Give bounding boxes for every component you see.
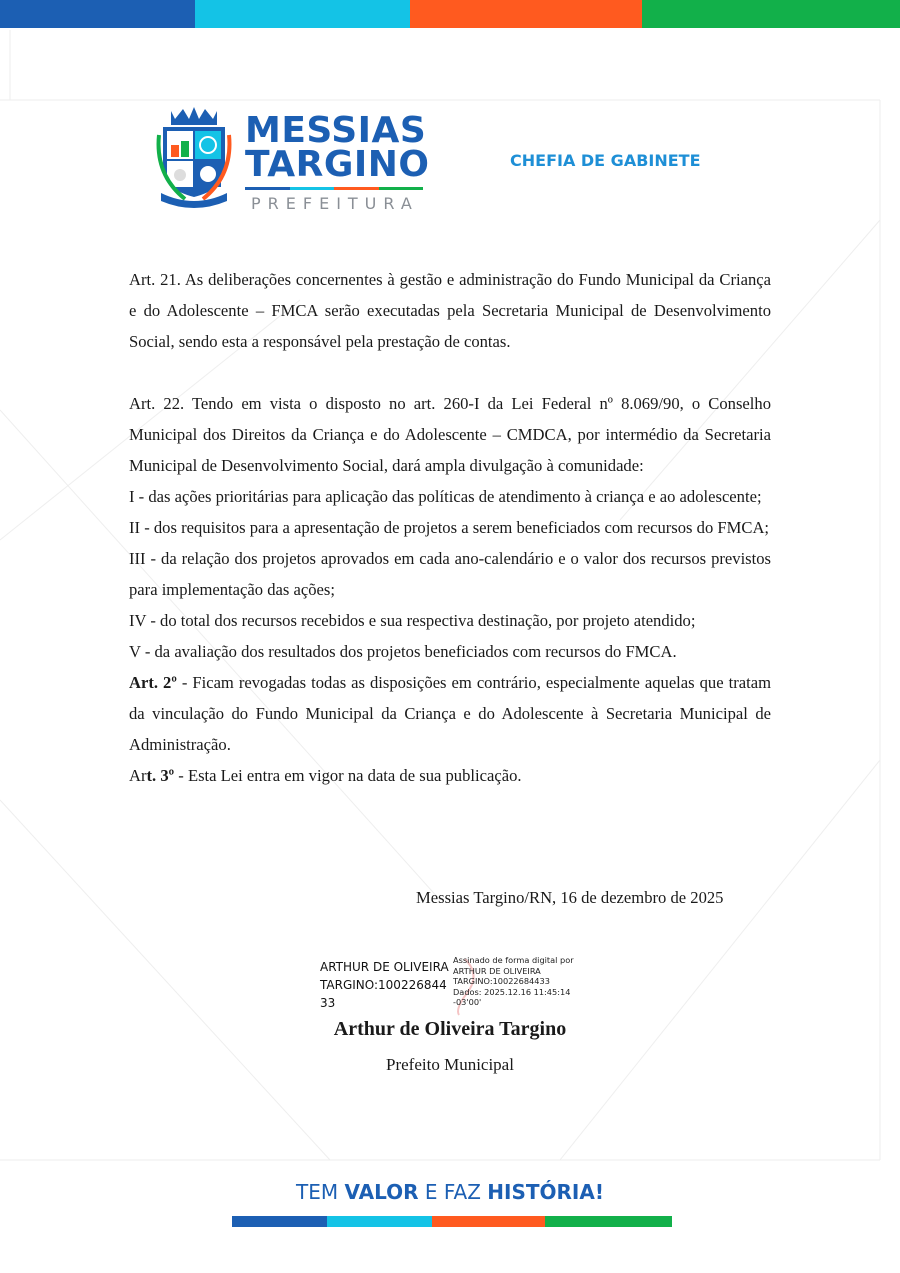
article-21: Art. 21. As deliberações concernentes à gestão e administração do Fundo Municipal da Criança e do Adolescente – FMCA serão executadas pela Secretaria Municipal de Desenvolvimento Social, sendo esta a responsável pela prestação de contas. <box>129 270 771 351</box>
signature-details: Assinado de forma digital por ARTHUR DE OLIVEIRA TARGINO:10022684433 Dados: 2025.12.16 11:45:14 -03'00' <box>453 955 574 1007</box>
digital-signature-stamp <box>320 955 620 1017</box>
article-2 <box>129 667 771 760</box>
document-body <box>129 264 771 791</box>
letterhead <box>0 100 900 220</box>
article-22: Art. 22. Tendo em vista o disposto no art. 260-I da Lei Federal nº 8.069/90, o Conselho Municipal dos Direitos da Criança e do Adolescente – CMDCA, por intermédio da Secretaria Municipal de Desenvolvimento Social, dará ampla divulgação à comunidade: <box>129 394 771 475</box>
article-3-text: - Esta Lei entra em vigor na data de sua publicação. <box>174 766 522 785</box>
brand-color-rule <box>245 187 423 190</box>
article-2-label: Art. 2º <box>129 673 177 692</box>
list-item: V - da avaliação dos resultados dos projetos beneficiados com recursos do FMCA. <box>129 642 677 661</box>
bottom-color-bar <box>232 1216 672 1227</box>
list-item: IV - do total dos recursos recebidos e sua respectiva destinação, por projeto atendido; <box>129 611 696 630</box>
signer-role: Prefeito Municipal <box>386 1055 514 1074</box>
department-title: CHEFIA DE GABINETE <box>510 151 701 170</box>
brand-subtitle: PREFEITURA <box>251 194 419 213</box>
article-3 <box>129 760 771 791</box>
date-line: Messias Targino/RN, 16 de dezembro de 2025 <box>416 888 724 907</box>
bottom-bar-blue <box>232 1216 327 1227</box>
top-bar-orange <box>410 0 642 28</box>
top-bar-green <box>642 0 900 28</box>
bottom-bar-green <box>545 1216 672 1227</box>
list-item: II - dos requisitos para a apresentação de projetos a serem beneficiados com recursos do FMCA; <box>129 518 770 537</box>
brand-logo <box>245 110 430 213</box>
coat-of-arms-icon <box>155 105 233 209</box>
article-2-text: - Ficam revogadas todas as disposições em contrário, especialmente aquelas que tratam da vinculação do Fundo Municipal da Criança e do Adolescente à Secretaria Municipal de Administração. <box>129 673 771 754</box>
footer-slogan: TEM VALOR E FAZ HISTÓRIA! <box>296 1180 604 1204</box>
bottom-bar-orange <box>432 1216 545 1227</box>
article-3-prefix: Ar <box>129 766 147 785</box>
article-3-label: t. 3º <box>146 766 175 785</box>
list-item: III - da relação dos projetos aprovados em cada ano-calendário e o valor dos recursos previstos para implementação das ações; <box>129 549 771 599</box>
top-bar-blue <box>0 0 195 28</box>
list-item: I - das ações prioritárias para aplicação das políticas de atendimento à criança e ao adolescente; <box>129 487 762 506</box>
brand-name-line1: MESSIAS <box>245 110 427 151</box>
signer-name: Arthur de Oliveira Targino <box>333 1018 567 1040</box>
brand-name-line2: TARGINO <box>245 144 430 185</box>
top-bar-cyan <box>195 0 410 28</box>
signature-name: ARTHUR DE OLIVEIRA TARGINO:100226844 33 <box>320 960 449 1010</box>
top-color-bar <box>0 0 900 28</box>
bottom-bar-cyan <box>327 1216 432 1227</box>
